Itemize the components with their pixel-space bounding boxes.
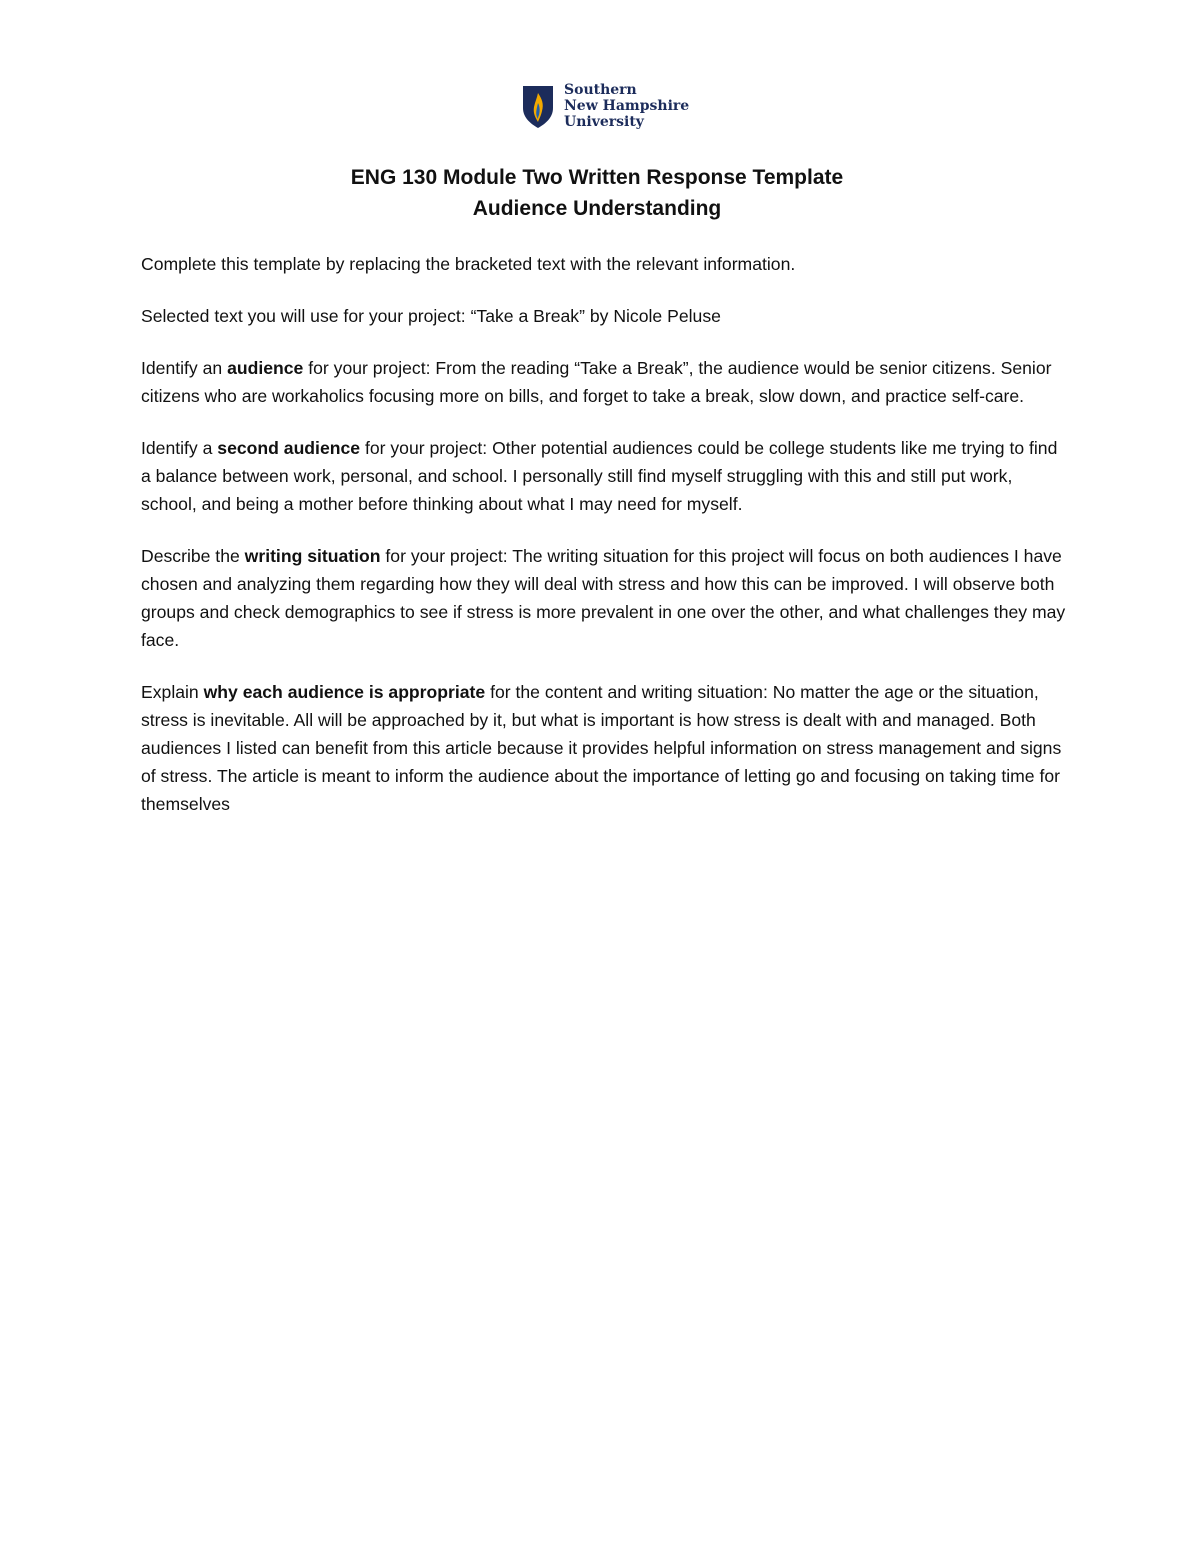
appropriateness-keyword: why each audience is appropriate — [203, 682, 486, 702]
logo-line-3: University — [564, 114, 644, 130]
audience-prefix: Identify an — [141, 358, 228, 378]
writing-situation-suffix: for your project: — [380, 546, 513, 566]
document-subtitle: Audience Understanding — [472, 197, 722, 220]
snhu-logo — [521, 84, 689, 130]
second-audience-keyword: second audience — [217, 438, 361, 458]
appropriateness-prefix: Explain — [141, 682, 204, 702]
document-body — [141, 250, 1066, 842]
writing-situation-prefix: Describe the — [141, 546, 245, 566]
logo-line-1: Southern — [564, 82, 637, 98]
document-header — [0, 162, 1194, 224]
selected-text-label: Selected text you will use for your project: — [141, 306, 471, 326]
logo-wordmark — [564, 82, 689, 130]
document-title: ENG 130 Module Two Written Response Template — [350, 166, 844, 189]
second-audience-suffix: for your project: — [360, 438, 493, 458]
audience-suffix: for your project: — [303, 358, 436, 378]
second-audience-paragraph — [141, 434, 1066, 518]
writing-situation-response: The writing situation for this project will focus on both audiences I have chosen and analyzing them regarding how they will deal with stress and how this can be improved. I will observe both groups and check demographics to see if stress is more prevalent in one over the other, and what challenges they may face. — [141, 546, 1066, 650]
appropriateness-paragraph — [141, 678, 1066, 818]
second-audience-prefix: Identify a — [141, 438, 218, 458]
selected-text-value: “Take a Break” by Nicole Peluse — [470, 306, 721, 326]
writing-situation-paragraph — [141, 542, 1066, 654]
logo-line-2: New Hampshire — [564, 98, 690, 114]
selected-text-paragraph — [141, 302, 1066, 330]
audience-keyword: audience — [227, 358, 304, 378]
second-audience-response: Other potential audiences could be college students like me trying to find a balance between work, personal, and school. I personally still find myself struggling with this and still put work, school, and being a mother before thinking about what I may need for myself. — [141, 438, 1058, 514]
audience-paragraph — [141, 354, 1066, 410]
audience-response: From the reading “Take a Break”, the audience would be senior citizens. Senior citizens who are workaholics focusing more on bills, and forget to take a break, slow down, and practice self-care. — [141, 358, 1052, 406]
instructions-text: Complete this template by replacing the bracketed text with the relevant information. — [141, 254, 796, 274]
writing-situation-keyword: writing situation — [244, 546, 381, 566]
appropriateness-response: No matter the age or the situation, stress is inevitable. All will be approached by it, but what is important is how stress is dealt with and managed. Both audiences I listed can benefit from this article because it provides helpful information on stress management and signs of stress. The article is meant to inform the audience about the importance of letting go and focusing on taking time for themselves — [141, 682, 1062, 814]
flame-shield-icon — [521, 84, 555, 129]
instructions-paragraph — [141, 250, 1066, 278]
appropriateness-suffix: for the content and writing situation: — [485, 682, 773, 702]
